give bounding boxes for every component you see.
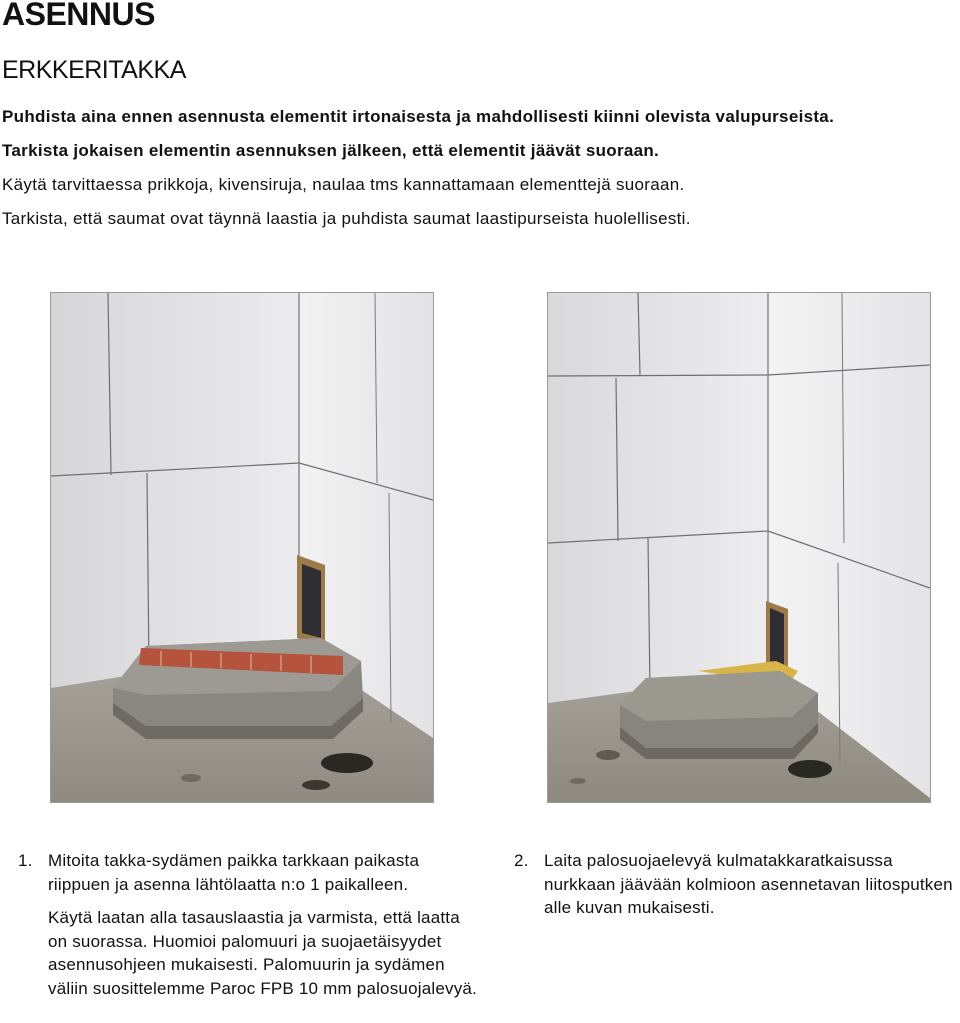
intro-line-3: Käytä tarvittaessa prikkoja, kivensiruja, naulaa tms kannattamaan elementtejä suoraan. (2, 175, 685, 194)
step-2-photo (547, 292, 931, 803)
page-subtitle: ERKKERITAKKA (2, 56, 186, 84)
intro-instructions (2, 100, 957, 236)
intro-line-1: Puhdista aina ennen asennusta elementit irtonaisesta ja mahdollisesti kiinni olevista valupurseista. (2, 107, 835, 126)
step-2-paragraph-1: Laita palosuojaelevyä kulmatakkaratkaisussa nurkkaan jäävään kolmioon asennetavan liitosputken alle kuvan mukaisesti. (544, 851, 953, 917)
intro-line-2: Tarkista jokaisen elementin asennuksen jälkeen, että elementit jäävät suoraan. (2, 141, 660, 160)
page-title: ASENNUS (2, 0, 155, 32)
step-2-number: 2. (514, 851, 529, 870)
step-1-number: 1. (18, 851, 33, 870)
intro-line-4: Tarkista, että saumat ovat täynnä laastia ja puhdista saumat laastipurseista huolellisesti. (2, 209, 691, 228)
step-2-body (544, 849, 954, 930)
step-1-paragraph-1: Mitoita takka-sydämen paikka tarkkaan paikasta riippuen ja asenna lähtölaatta n:o 1 paikalleen. (48, 851, 420, 894)
step-1-body (48, 849, 478, 1010)
step-1-photo (50, 292, 434, 803)
step-1-paragraph-2: Käytä laatan alla tasauslaastia ja varmista, että laatta on suorassa. Huomioi palomuuri ja suojaetäisyydet asennusohjeen mukaisesti. Palomuurin ja sydämen väliin suosittelemme Paroc FPB 10 mm palosuojalevyä. (48, 908, 477, 998)
